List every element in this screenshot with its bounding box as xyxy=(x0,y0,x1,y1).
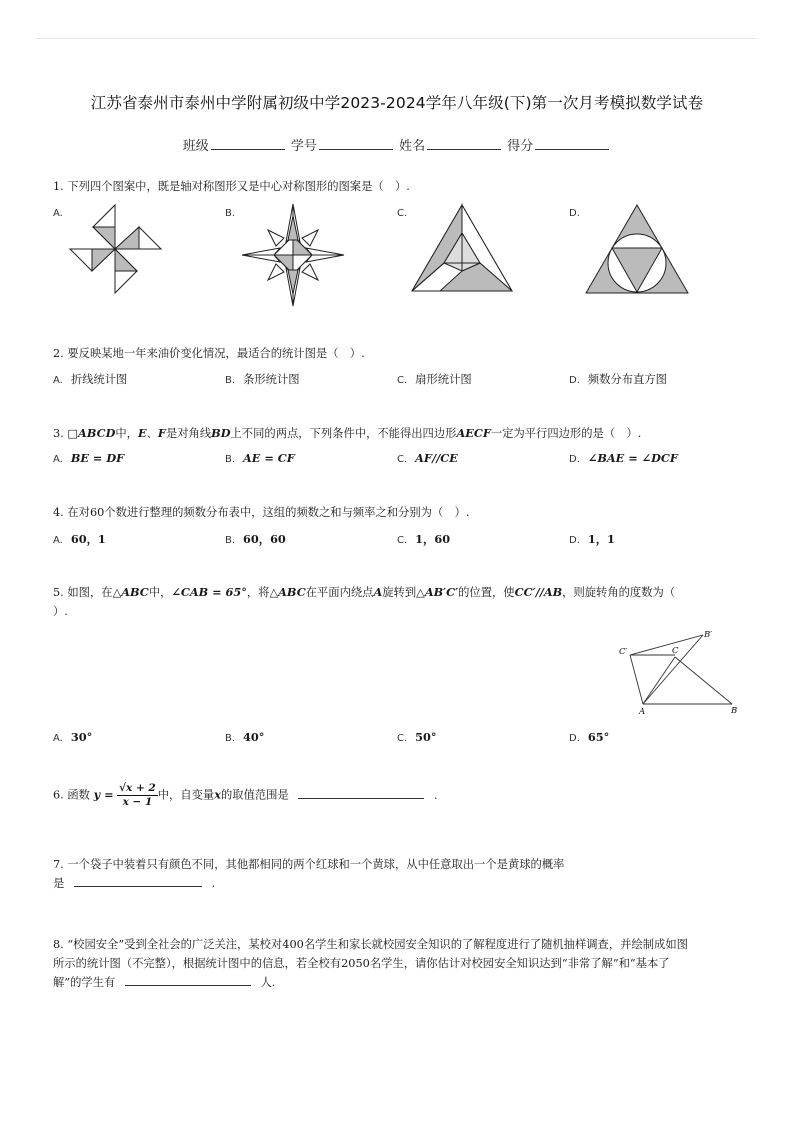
option-a-key[interactable]: A. xyxy=(53,535,63,546)
math-y-equals: y = xyxy=(93,787,114,802)
answer-blank[interactable] xyxy=(125,974,251,986)
stem-text: . xyxy=(433,788,438,802)
student-info-line xyxy=(0,135,794,154)
stem-text: . xyxy=(211,877,216,890)
fraction xyxy=(117,782,158,809)
option-c-text[interactable]: AF//CE xyxy=(415,451,458,465)
option-a-key[interactable]: A. xyxy=(53,454,63,465)
question-2-stem: 2. 要反映某地一年来油价变化情况，最适合的统计图是（ ）. xyxy=(53,347,365,360)
answer-blank[interactable] xyxy=(74,875,202,887)
stem-text: 上不同的两点，下列条件中，不能得出四边形 xyxy=(230,427,457,440)
option-d-key[interactable]: D. xyxy=(569,375,580,386)
question-number: 6. xyxy=(53,788,64,802)
option-b-key[interactable]: B. xyxy=(225,375,236,386)
question-5-stem xyxy=(53,583,743,621)
option-d-key[interactable]: D. xyxy=(569,454,580,465)
class-blank[interactable] xyxy=(211,137,285,150)
option-a-key[interactable]: A. xyxy=(53,733,63,744)
option-c-text[interactable]: 50° xyxy=(415,730,437,744)
option-b-key[interactable]: B. xyxy=(225,208,236,219)
option-a-key[interactable]: A. xyxy=(53,208,63,219)
option-c-key[interactable]: C. xyxy=(397,375,408,386)
option-c-key[interactable]: C. xyxy=(397,208,408,219)
fraction-numerator: √x + 2 xyxy=(119,782,156,794)
option-c-text[interactable]: 1，60 xyxy=(415,532,451,546)
score-blank[interactable] xyxy=(535,137,609,150)
option-d-text[interactable]: ∠BAE = ∠DCF xyxy=(587,451,678,465)
math-cc1-parallel-ab: CC′//AB xyxy=(514,585,563,599)
math-e: E xyxy=(137,426,147,440)
page-title: 江苏省泰州市泰州中学附属初级中学2023-2024学年八年级(下)第一次月考模拟数学试卷 xyxy=(90,94,704,112)
option-a-text[interactable]: 30° xyxy=(70,730,93,744)
figure-a-pinwheel xyxy=(68,203,164,295)
figure-b-star xyxy=(240,202,346,308)
stem-text: 的位置，使 xyxy=(458,586,515,599)
math-f: F xyxy=(157,426,166,440)
stem-text: 如图，在 xyxy=(67,586,113,599)
stem-text: 、 xyxy=(146,427,158,440)
option-c-key[interactable]: C. xyxy=(397,454,408,465)
option-a-key[interactable]: A. xyxy=(53,375,63,386)
question-7-line-1: 7. 一个袋子中装着只有颜色不同，其他都相同的两个红球和一个黄球，从中任意取出一个是黄球的概率 xyxy=(53,858,565,871)
question-6-stem xyxy=(53,782,438,809)
math-triangle-ab1c1: △AB′C′ xyxy=(416,585,459,599)
figure-d-triangle-circle xyxy=(584,203,690,295)
option-c-key[interactable]: C. xyxy=(397,733,408,744)
stem-text: 中， xyxy=(115,427,138,440)
question-8-line-1: 8. “校园安全”受到全社会的广泛关注，某校对400名学生和家长就校园安全知识的了解程度进行了随机抽样调查，并绘制成如图 xyxy=(53,938,688,951)
option-b-key[interactable]: B. xyxy=(225,454,236,465)
option-b-text[interactable]: 条形统计图 xyxy=(243,373,300,386)
question-8-line-2: 所示的统计图（不完整），根据统计图中的信息，若全校有2050名学生，请你估计对校园安全知识达到“非常了解”和“基本了 xyxy=(53,957,670,970)
answer-blank[interactable] xyxy=(298,787,424,799)
score-label: 得分 xyxy=(507,139,534,154)
stem-text: 一定为平行四边形的是（ ）. xyxy=(490,427,642,440)
option-d-text[interactable]: 1，1 xyxy=(587,532,615,546)
stem-text: ，则旋转角的度数为（ xyxy=(562,586,676,599)
option-a-text[interactable]: 折线统计图 xyxy=(70,373,128,386)
option-c-key[interactable]: C. xyxy=(397,535,408,546)
stem-text: 函数 xyxy=(67,788,90,802)
fraction-denominator: x − 1 xyxy=(122,796,153,808)
label-b: B xyxy=(731,706,738,716)
stem-text: ，将 xyxy=(246,586,270,599)
question-1-stem: 1. 下列四个图案中，既是轴对称图形又是中心对称图形的图案是（ ）. xyxy=(53,180,410,193)
stem-text: 是 xyxy=(53,877,65,890)
question-number: 3. xyxy=(53,427,64,440)
label-a: A xyxy=(639,707,646,717)
question-number: 5. xyxy=(53,586,64,599)
option-b-text[interactable]: AE = CF xyxy=(243,451,295,465)
option-a-text[interactable]: BE = DF xyxy=(70,451,125,465)
option-b-text[interactable]: 60，60 xyxy=(243,532,286,546)
option-d-text[interactable]: 频数分布直方图 xyxy=(587,373,667,386)
math-angle-cab: ∠CAB = 65° xyxy=(171,585,247,599)
option-b-key[interactable]: B. xyxy=(225,535,236,546)
option-d-key[interactable]: D. xyxy=(569,535,580,546)
class-label: 班级 xyxy=(182,139,209,154)
math-aecf: AECF xyxy=(456,426,491,440)
name-blank[interactable] xyxy=(427,137,501,150)
question-7-line-2 xyxy=(53,874,215,893)
math-triangle-abc: △ABC xyxy=(112,585,149,599)
student-id-label: 学号 xyxy=(290,139,317,154)
stem-text: 的取值范围是 xyxy=(220,788,289,802)
math-a: A xyxy=(373,585,383,599)
stem-text: 中， xyxy=(148,586,172,599)
question-3-stem xyxy=(53,424,641,443)
option-b-key[interactable]: B. xyxy=(225,733,236,744)
stem-text: 中，自变量 xyxy=(157,788,215,802)
question-4-stem: 4. 在对60个数进行整理的频数分布表中，这组的频数之和与频率之和分别为（ ）. xyxy=(53,506,470,519)
option-c-text[interactable]: 扇形统计图 xyxy=(415,373,472,386)
student-id-blank[interactable] xyxy=(319,137,393,150)
stem-text: 解”的学生有 xyxy=(53,976,116,989)
option-d-key[interactable]: D. xyxy=(569,208,580,219)
stem-text: 人. xyxy=(260,976,276,989)
stem-text: 在平面内绕点 xyxy=(305,586,374,599)
math-bd: BD xyxy=(211,426,231,440)
name-label: 姓名 xyxy=(399,139,426,154)
label-b-prime: B′ xyxy=(704,630,713,640)
figure-rotation-triangle xyxy=(612,626,742,718)
label-c-prime: C′ xyxy=(619,647,628,657)
label-c: C xyxy=(672,646,679,656)
option-b-text[interactable]: 40° xyxy=(243,730,265,744)
stem-text: 是对角线 xyxy=(165,427,212,440)
question-8-line-3 xyxy=(53,973,275,992)
option-d-text[interactable]: 65° xyxy=(587,730,610,744)
math-parallelogram: □ABCD xyxy=(67,426,116,440)
math-triangle-abc: △ABC xyxy=(269,585,306,599)
option-d-key[interactable]: D. xyxy=(569,733,580,744)
stem-text: ）. xyxy=(53,605,68,618)
top-divider xyxy=(36,38,758,39)
figure-c-triangle xyxy=(410,203,514,293)
math-x: x xyxy=(214,787,221,802)
option-a-text[interactable]: 60，1 xyxy=(70,532,106,546)
stem-text: 旋转到 xyxy=(382,586,417,599)
